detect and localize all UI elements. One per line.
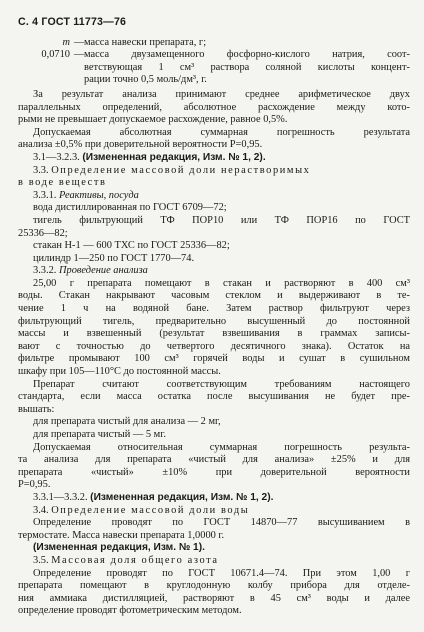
text-line: воды. Стакан накрывают часовым стеклом и выдерживают в те- [18, 290, 410, 302]
definition-text: ветствующая 1 см³ раствора соляной кислоты концент- [84, 61, 410, 73]
text-line: P=0,95. [18, 479, 51, 491]
text-line: чение 1 ч на водяной бане. Затем раствор фильтруют через [18, 303, 410, 315]
list-item: тигель фильтрующий ТФ ПОР10 или ТФ ПОР16 по ГОСТ [33, 214, 410, 226]
paragraph-error [18, 127, 410, 152]
text-line: фильтрующий тигель, предварительно высушенный до постоянной [18, 315, 410, 327]
revision-note: (Измененная редакция, Изм. № 1). [33, 542, 205, 554]
revision-number: 3.1—3.2.3. [33, 151, 80, 163]
section-number: 3.3. [33, 164, 49, 176]
revision-note [18, 152, 410, 165]
definition-m [18, 37, 410, 50]
definition-text: масса навески препарата, г; [84, 36, 207, 48]
text-line: Определение проводят по ГОСТ 14870—77 высушиванием в [33, 517, 410, 529]
revision-note [18, 492, 410, 505]
paragraph-result [18, 89, 410, 127]
text-line: фильтре промывают 100 см³ горячей воды и сушат в сушильном [18, 353, 410, 365]
section-title: Реактивы, посуда [59, 189, 139, 201]
text-line: параллельных определений, абсолютное расхождение между кото- [18, 101, 410, 113]
list-item: 25336—82; [18, 227, 68, 239]
text-line: препарата «чистый» ±10% при доверительной вероятности [18, 466, 410, 478]
definition-text: масса двузамещенного фосфорно-кислого натрия, соот- [84, 49, 410, 61]
text-line: вышать: [18, 403, 55, 415]
section-title: в воде веществ [18, 177, 107, 189]
text-line: Препарат считают соответствующим требованиям настоящего [33, 378, 410, 390]
text-line: вают с точностью до четвертого десятичного знака). Остаток на [18, 340, 410, 352]
subsection-3-3-1 [18, 190, 410, 203]
limits-list [18, 416, 410, 441]
list-item: для препарата чистый — 5 мг. [33, 429, 166, 440]
revision-text: (Измененная редакция, Изм. № 1, 2). [82, 151, 266, 163]
subsection-3-3-2 [18, 265, 410, 278]
text-line: ния аммиака дистилляцией, растворяют в 45 см³ воды и далее [18, 592, 410, 604]
paragraph-relative-error [18, 442, 410, 492]
paragraph-criteria [18, 379, 410, 417]
text-line: определение проводят фотометрическим методом. [18, 605, 242, 617]
text-line: анализа ±0,5% при доверительной вероятности P=0,95. [18, 139, 263, 151]
section-number: 3.5. [33, 554, 49, 566]
definition-dash: — [74, 36, 85, 48]
definition-symbol: 0,0710 [41, 49, 70, 61]
text-line: Допускаемая относительная суммарная погрешность результа- [33, 441, 410, 453]
section-number: 3.3.1. [33, 189, 57, 201]
section-3-5-heading [18, 555, 410, 568]
definition-text: рации точно 0,5 моль/дм³, г. [84, 74, 207, 86]
text-line: массы и взвешенный (результат взвешивания в граммах записы- [18, 328, 410, 340]
list-item: вода дистиллированная по ГОСТ 6709—72; [33, 202, 227, 214]
text-line: та анализа для препарата «чистый для анализа» ±25% и для [18, 454, 410, 466]
text-line: рыми не превышает допускаемое расхождение, равное 0,5%. [18, 114, 288, 126]
definition-symbol: m [62, 36, 70, 48]
text-line: Определение проводят по ГОСТ 10671.4—74. При этом 1,00 г [33, 567, 410, 579]
list-item: цилиндр 1—250 по ГОСТ 1770—74. [33, 252, 195, 264]
paragraph-nitrogen [18, 568, 410, 618]
paragraph-water [18, 517, 410, 542]
text-line: шкафу при 105—110°С до постоянной массы. [18, 366, 221, 378]
list-item: для препарата чистый для анализа — 2 мг, [33, 416, 221, 428]
section-3-3-heading [18, 165, 410, 190]
page-header: С. 4 ГОСТ 11773—76 [18, 16, 127, 28]
section-number: 3.4. [33, 504, 49, 516]
text-line: препарата помещают в круглодонную колбу прибора для отделе- [18, 580, 410, 592]
section-title: Массовая доля общего азота [51, 554, 219, 566]
revision-text: (Измененная редакция, Изм. № 1, 2). [90, 491, 274, 503]
section-title: Проведение анализа [59, 265, 148, 277]
list-item: стакан Н-1 — 600 ТХС по ГОСТ 25336—82; [33, 240, 230, 252]
text-line: стандарта, если масса остатка после высушивания не будет пре- [18, 391, 410, 403]
section-3-4-heading [18, 505, 410, 518]
text-line: За результат анализа принимают среднее арифметическое двух [33, 88, 410, 100]
section-number: 3.3.2. [33, 265, 57, 277]
definition-dash: — [74, 49, 85, 61]
reagents-list [18, 202, 410, 265]
section-title: Определение массовой доли нерастворимых [51, 164, 311, 176]
section-title: Определение массовой доли воды [51, 504, 250, 516]
revision-number: 3.3.1—3.3.2. [33, 491, 88, 503]
paragraph-procedure [18, 278, 410, 379]
text-line: Допускаемая абсолютная суммарная погрешность результата [33, 126, 410, 138]
text-line: термостате. Масса навески препарата 1,0000 г. [18, 529, 225, 541]
text-line: 25,00 г препарата помещают в стакан и растворяют в 400 см³ [33, 277, 410, 289]
definition-0710 [18, 49, 410, 87]
